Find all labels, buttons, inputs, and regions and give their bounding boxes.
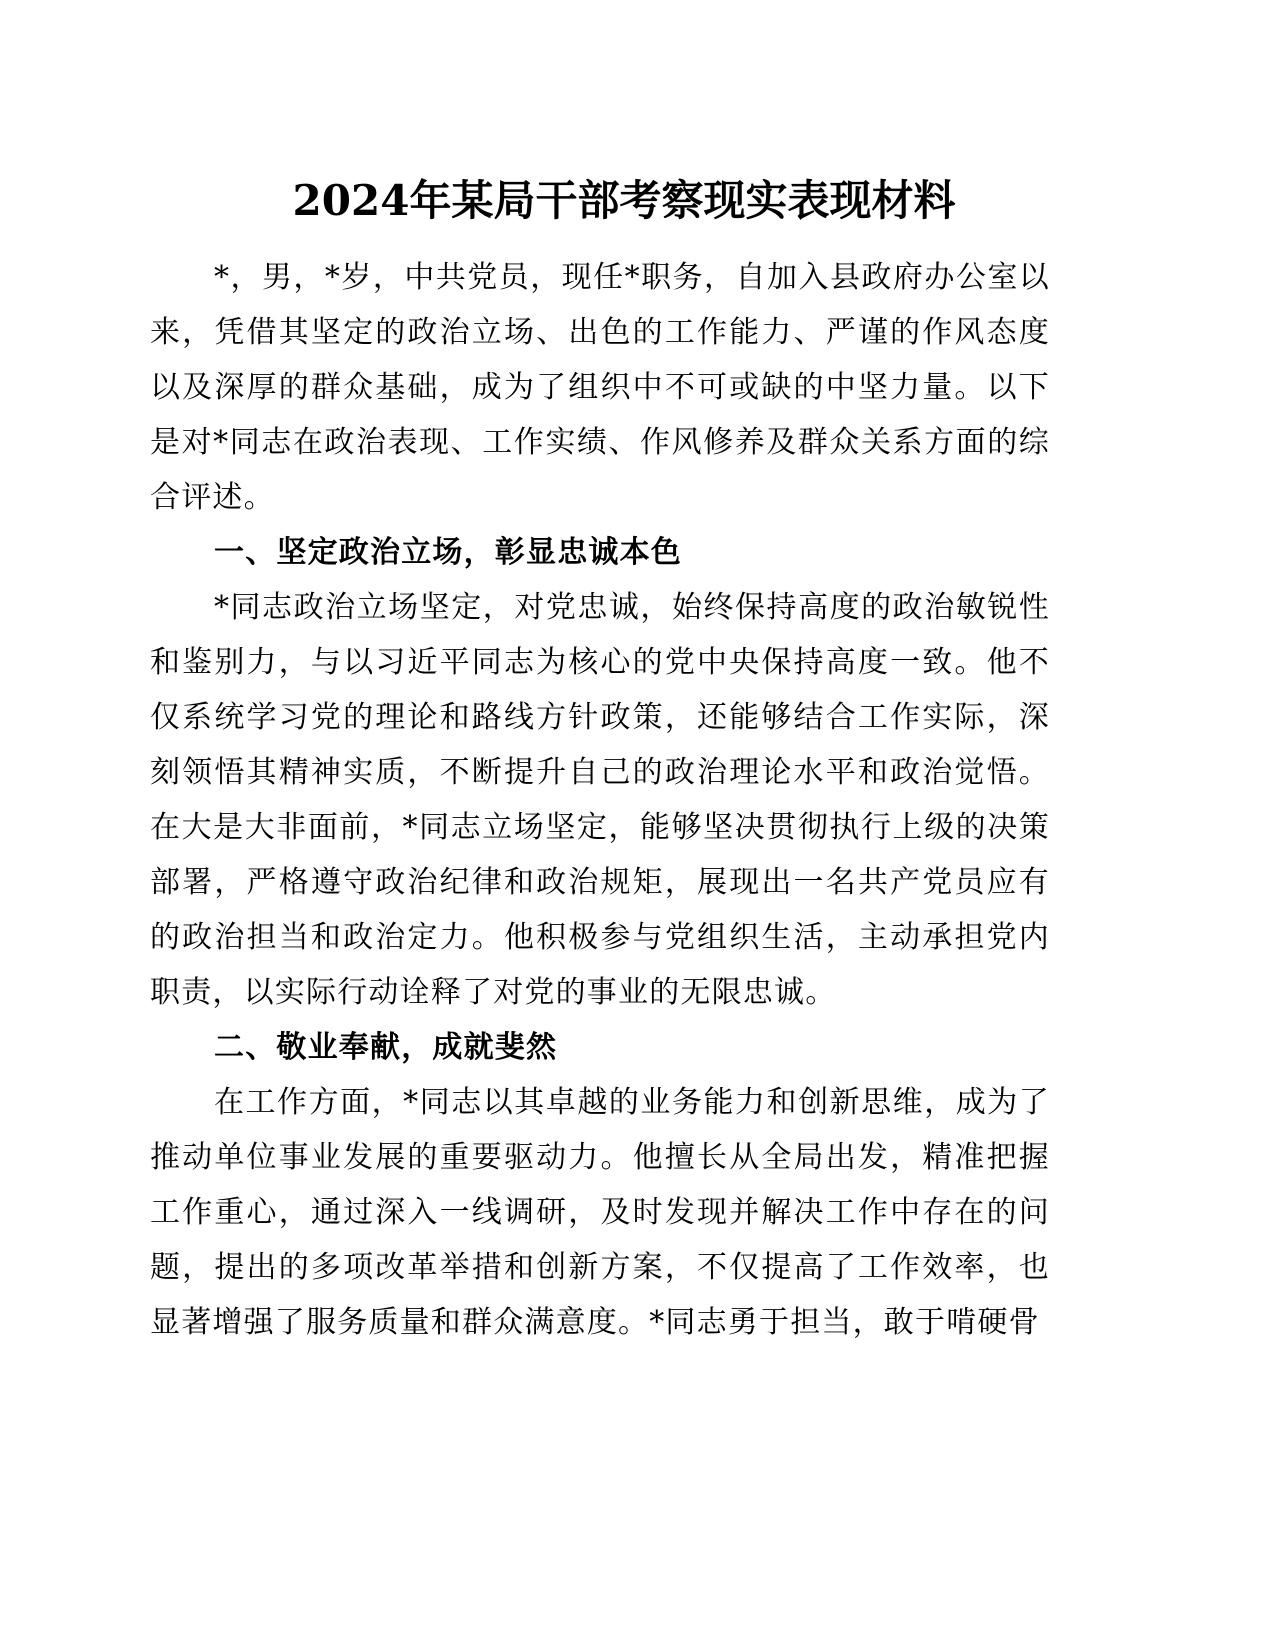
section-heading-dedication: 二、敬业奉献，成就斐然: [214, 1030, 558, 1065]
document-body: [150, 250, 1050, 1350]
document-title: 2024年某局干部考察现实表现材料: [292, 176, 956, 225]
section-body-dedication: 在工作方面，*同志以其卓越的业务能力和创新思维，成为了推动单位事业发展的重要驱动力。他擅长从全局出发，精准把握工作重心，通过深入一线调研，及时发现并解决工作中存在的问题，提出的多项改革举措和创新方案，不仅提高了工作效率，也显著增强了服务质量和群众满意度。*同志勇于担当，敢于啃硬骨: [150, 1085, 1050, 1340]
intro-paragraph: *，男，*岁，中共党员，现任*职务，自加入县政府办公室以来，凭借其坚定的政治立场、出色的工作能力、严谨的作风态度以及深厚的群众基础，成为了组织中不可或缺的中坚力量。以下是对*同志在政治表现、工作实绩、作风修养及群众关系方面的综合评述。: [150, 260, 1050, 515]
section-heading-political-stance: 一、坚定政治立场，彰显忠诚本色: [214, 535, 682, 570]
section-body-political-stance: *同志政治立场坚定，对党忠诚，始终保持高度的政治敏锐性和鉴别力，与以习近平同志为核心的党中央保持高度一致。他不仅系统学习党的理论和路线方针政策，还能够结合工作实际，深刻领悟其精神实质，不断提升自己的政治理论水平和政治觉悟。在大是大非面前，*同志立场坚定，能够坚决贯彻执行上级的决策部署，严格遵守政治纪律和政治规矩，展现出一名共产党员应有的政治担当和政治定力。他积极参与党组织生活，主动承担党内职责，以实际行动诠释了对党的事业的无限忠诚。: [150, 590, 1050, 1010]
